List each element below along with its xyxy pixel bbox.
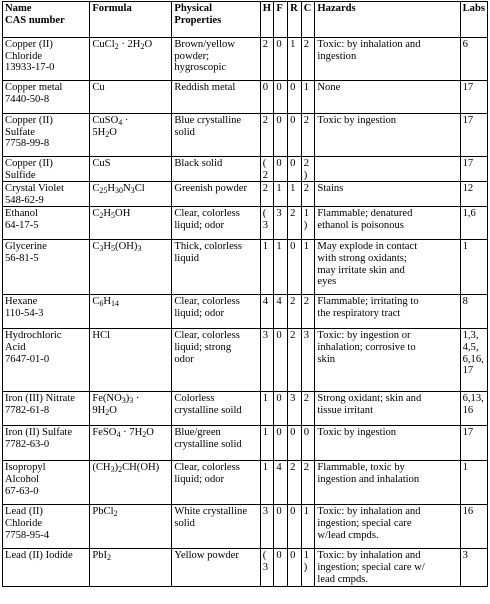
cell-reactivity: 2 [288,295,302,329]
cell-hazards [315,157,460,182]
cell-name-cas: Copper (II) Chloride 13933-17-0 [3,38,90,81]
cell-flammability: 0 [274,549,288,587]
cell-name-cas: Hydrochloric Acid 7647-01-0 [3,329,90,392]
cell-flammability: 0 [274,81,288,114]
cell-physical-properties: Yellow powder [172,549,260,587]
cell-health: 2 [260,182,274,207]
cell-labs: 16 [460,505,487,549]
header-health: H [260,2,274,38]
cell-health: 4 [260,295,274,329]
cell-labs: 17 [460,114,487,157]
cell-contact: 2 [301,461,315,505]
header-physical-properties: Physical Properties [172,2,260,38]
cell-hazards: Flammable; denatured ethanol is poisonous [315,207,460,240]
cell-physical-properties: Clear, colorless liquid; odor [172,461,260,505]
header-formula: Formula [90,2,172,38]
cell-health: 2 [260,114,274,157]
cell-name-cas: Copper (II) Sulfide [3,157,90,182]
cell-flammability: 0 [274,38,288,81]
table-row [3,38,488,81]
table-row [3,549,488,587]
cell-labs: 17 [460,157,487,182]
cell-health: 2 [260,38,274,81]
header-contact: C [301,2,315,38]
cell-labs: 3 [460,549,487,587]
cell-hazards: Flammable, toxic by ingestion and inhalation [315,461,460,505]
cell-reactivity: 0 [288,505,302,549]
table-row [3,157,488,182]
header-name-cas: Name CAS number [3,2,90,38]
cell-name-cas: Copper (II) Sulfate 7758-99-8 [3,114,90,157]
cell-name-cas: Ethanol 64-17-5 [3,207,90,240]
cell-flammability: 0 [274,426,288,461]
header-reactivity: R [288,2,302,38]
cell-reactivity: 0 [288,426,302,461]
table-row [3,329,488,392]
cell-reactivity: 1 [288,38,302,81]
cell-hazards: Toxic by ingestion [315,114,460,157]
cell-physical-properties: Brown/yellow powder; hygroscopic [172,38,260,81]
table-row [3,240,488,295]
cell-name-cas: Hexane 110-54-3 [3,295,90,329]
table-row [3,182,488,207]
cell-flammability: 0 [274,157,288,182]
cell-formula: $(CH_3)_2CH(OH)$ [90,461,172,505]
cell-hazards: Toxic: by ingestion or inhalation; corrosive to skin [315,329,460,392]
cell-labs: 6,13, 16 [460,392,487,426]
cell-health: 1 [260,426,274,461]
cell-name-cas: Lead (II) Iodide [3,549,90,587]
cell-flammability: 0 [274,505,288,549]
cell-health: 1 [260,240,274,295]
cell-formula: CuSO$_4$ · $5H_2O$ [90,114,172,157]
cell-physical-properties: Clear, colorless liquid; odor [172,295,260,329]
cell-formula: $C_3H_5(OH)_3$ [90,240,172,295]
cell-health: (2 [260,157,274,182]
cell-physical-properties: Clear, colorless liquid; strong odor [172,329,260,392]
cell-formula: PbI$_2$ [90,549,172,587]
cell-physical-properties: Colorless crystalline soild [172,392,260,426]
cell-physical-properties: White crystalline solid [172,505,260,549]
cell-formula: PbCl$_2$ [90,505,172,549]
cell-name-cas: Iron (II) Sulfate 7782-63-0 [3,426,90,461]
cell-hazards: Toxic by ingestion [315,426,460,461]
cell-labs: 1,6 [460,207,487,240]
cell-reactivity: 0 [288,549,302,587]
cell-formula: CuCl$_2$ · $2H_2O$ [90,38,172,81]
cell-reactivity: 0 [288,157,302,182]
cell-physical-properties: Black solid [172,157,260,182]
cell-labs: 17 [460,81,487,114]
cell-physical-properties: Blue crystalline solid [172,114,260,157]
cell-contact: 1) [301,549,315,587]
cell-labs: 17 [460,426,487,461]
cell-health: 3 [260,329,274,392]
cell-name-cas: Isopropyl Alcohol 67-63-0 [3,461,90,505]
cell-hazards: None [315,81,460,114]
cell-reactivity: 0 [288,240,302,295]
cell-physical-properties: Reddish metal [172,81,260,114]
cell-name-cas: Copper metal 7440-50-8 [3,81,90,114]
cell-hazards: Flammable; irritating to the respiratory tract [315,295,460,329]
cell-formula: $C_{25}H_{30}N_3Cl$ [90,182,172,207]
cell-contact: 1) [301,207,315,240]
cell-reactivity: 2 [288,207,302,240]
cell-flammability: 4 [274,461,288,505]
cell-contact: 2 [301,114,315,157]
cell-contact: 1 [301,81,315,114]
header-flammability: F [274,2,288,38]
cell-labs: 6 [460,38,487,81]
cell-flammability: 3 [274,207,288,240]
cell-name-cas: Lead (II) Chloride 7758-95-4 [3,505,90,549]
cell-health: (3 [260,207,274,240]
cell-health: 1 [260,461,274,505]
cell-reactivity: 2 [288,461,302,505]
cell-physical-properties: Blue/green crystalline solid [172,426,260,461]
cell-reactivity: 0 [288,81,302,114]
cell-health: 0 [260,81,274,114]
cell-health: (3 [260,549,274,587]
table-row [3,81,488,114]
cell-hazards: Strong oxidant; skin and tissue irritant [315,392,460,426]
cell-reactivity: 0 [288,114,302,157]
cell-contact: 1 [301,505,315,549]
cell-formula: HCl [90,329,172,392]
header-row [3,2,488,38]
cell-formula: FeSO$_4$ · $7H_2O$ [90,426,172,461]
cell-name-cas: Glycerine 56-81-5 [3,240,90,295]
cell-name-cas: Crystal Violet 548-62-9 [3,182,90,207]
table-row [3,505,488,549]
cell-name-cas: Iron (III) Nitrate 7782-61-8 [3,392,90,426]
cell-formula: Cu [90,81,172,114]
header-labs: Labs [460,2,487,38]
cell-flammability: 4 [274,295,288,329]
cell-contact: 2 [301,182,315,207]
cell-hazards: Toxic: by inhalation and ingestion; special care w/ lead cmpds. [315,549,460,587]
cell-contact: 0 [301,426,315,461]
cell-contact: 3 [301,329,315,392]
table-row [3,207,488,240]
chemical-hazards-table [2,1,488,587]
cell-hazards: May explode in contact with strong oxidants; may irritate skin and eyes [315,240,460,295]
cell-labs: 1,3, 4,5, 6,16, 17 [460,329,487,392]
cell-contact: 2) [301,157,315,182]
cell-health: 3 [260,505,274,549]
cell-labs: 12 [460,182,487,207]
cell-contact: 2 [301,38,315,81]
cell-hazards: Stains [315,182,460,207]
cell-labs: 1 [460,461,487,505]
cell-flammability: 0 [274,114,288,157]
cell-physical-properties: Thick, colorless liquid [172,240,260,295]
table-row [3,392,488,426]
cell-flammability: 0 [274,329,288,392]
cell-flammability: 0 [274,392,288,426]
cell-contact: 1 [301,240,315,295]
cell-physical-properties: Clear, colorless liquid; odor [172,207,260,240]
cell-flammability: 1 [274,182,288,207]
cell-hazards: Toxic: by inhalation and ingestion [315,38,460,81]
header-hazards: Hazards [315,2,460,38]
cell-formula: $C_6H_{14}$ [90,295,172,329]
cell-labs: 1 [460,240,487,295]
cell-physical-properties: Greenish powder [172,182,260,207]
cell-health: 1 [260,392,274,426]
cell-reactivity: 3 [288,392,302,426]
cell-reactivity: 1 [288,182,302,207]
cell-contact: 2 [301,392,315,426]
cell-labs: 8 [460,295,487,329]
cell-reactivity: 2 [288,329,302,392]
cell-contact: 2 [301,295,315,329]
table-row [3,426,488,461]
cell-flammability: 1 [274,240,288,295]
table-row [3,295,488,329]
cell-formula: $C_2H_5OH$ [90,207,172,240]
table-row [3,461,488,505]
cell-hazards: Toxic: by inhalation and ingestion; special care w/lead cmpds. [315,505,460,549]
cell-formula: $Fe(NO_3)_3$ · $9H_2O$ [90,392,172,426]
cell-formula: CuS [90,157,172,182]
table-row [3,114,488,157]
